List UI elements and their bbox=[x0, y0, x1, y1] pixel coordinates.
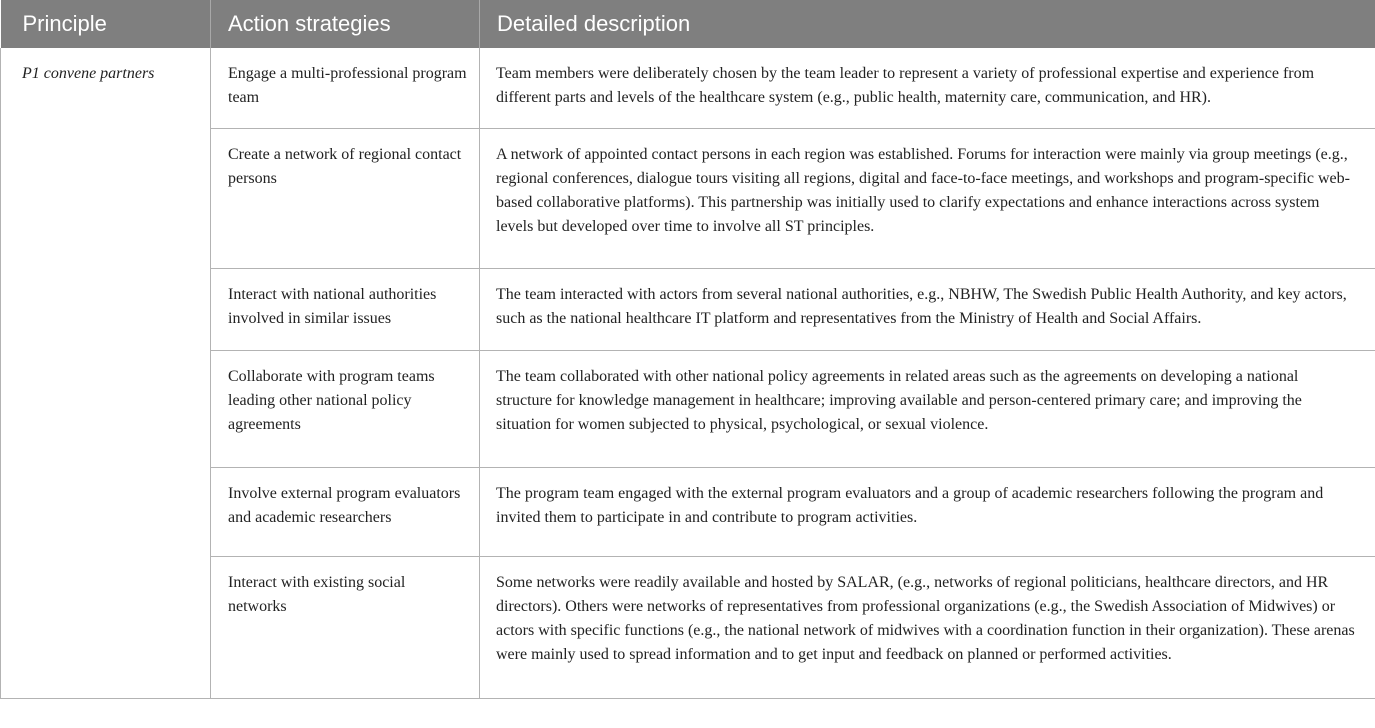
principle-cell: P1 convene partners bbox=[1, 48, 211, 698]
description-cell: Team members were deliberately chosen by the team leader to represent a variety of professional expertise and experience from different parts and levels of the healthcare system (e.g., public health, maternity care, communication, and HR). bbox=[480, 48, 1375, 128]
description-cell: A network of appointed contact persons in each region was established. Forums for interaction were mainly via group meetings (e.g., regional conferences, dialogue tours visiting all regions, digital and face-to-face meetings, and workshops and program-specific web-based collaborative platforms). This partnership was initially used to clarify expectations and enhance interactions across system levels but developed over time to involve all ST principles. bbox=[480, 128, 1375, 268]
table-row bbox=[1, 48, 1375, 128]
description-cell: The team interacted with actors from several national authorities, e.g., NBHW, The Swedish Public Health Authority, and key actors, such as the national healthcare IT platform and representatives from the Ministry of Health and Social Affairs. bbox=[480, 268, 1375, 350]
table-header bbox=[1, 0, 1375, 48]
header-row bbox=[1, 0, 1375, 48]
header-principle: Principle bbox=[1, 0, 211, 48]
action-cell: Create a network of regional contact persons bbox=[211, 128, 480, 268]
header-detailed-description: Detailed description bbox=[480, 0, 1375, 48]
action-cell: Collaborate with program teams leading other national policy agreements bbox=[211, 350, 480, 467]
action-cell: Interact with national authorities involved in similar issues bbox=[211, 268, 480, 350]
description-cell: The program team engaged with the external program evaluators and a group of academic researchers following the program and invited them to participate in and contribute to program activities. bbox=[480, 467, 1375, 556]
action-cell: Engage a multi-professional program team bbox=[211, 48, 480, 128]
header-action-strategies: Action strategies bbox=[211, 0, 480, 48]
description-cell: Some networks were readily available and hosted by SALAR, (e.g., networks of regional politicians, healthcare directors, and HR directors). Others were networks of representatives from professional organizations (e.g., the Swedish Association of Midwives) or actors with specific functions (e.g., the national network of midwives with a coordination function in their organization). These arenas were mainly used to spread information and to get input and feedback on planned or performed activities. bbox=[480, 556, 1375, 698]
table-body bbox=[1, 48, 1375, 698]
description-cell: The team collaborated with other national policy agreements in related areas such as the agreements on developing a national structure for knowledge management in healthcare; improving available and person-centered primary care; and improving the situation for women subjected to physical, psychological, or sexual violence. bbox=[480, 350, 1375, 467]
action-cell: Involve external program evaluators and academic researchers bbox=[211, 467, 480, 556]
action-cell: Interact with existing social networks bbox=[211, 556, 480, 698]
